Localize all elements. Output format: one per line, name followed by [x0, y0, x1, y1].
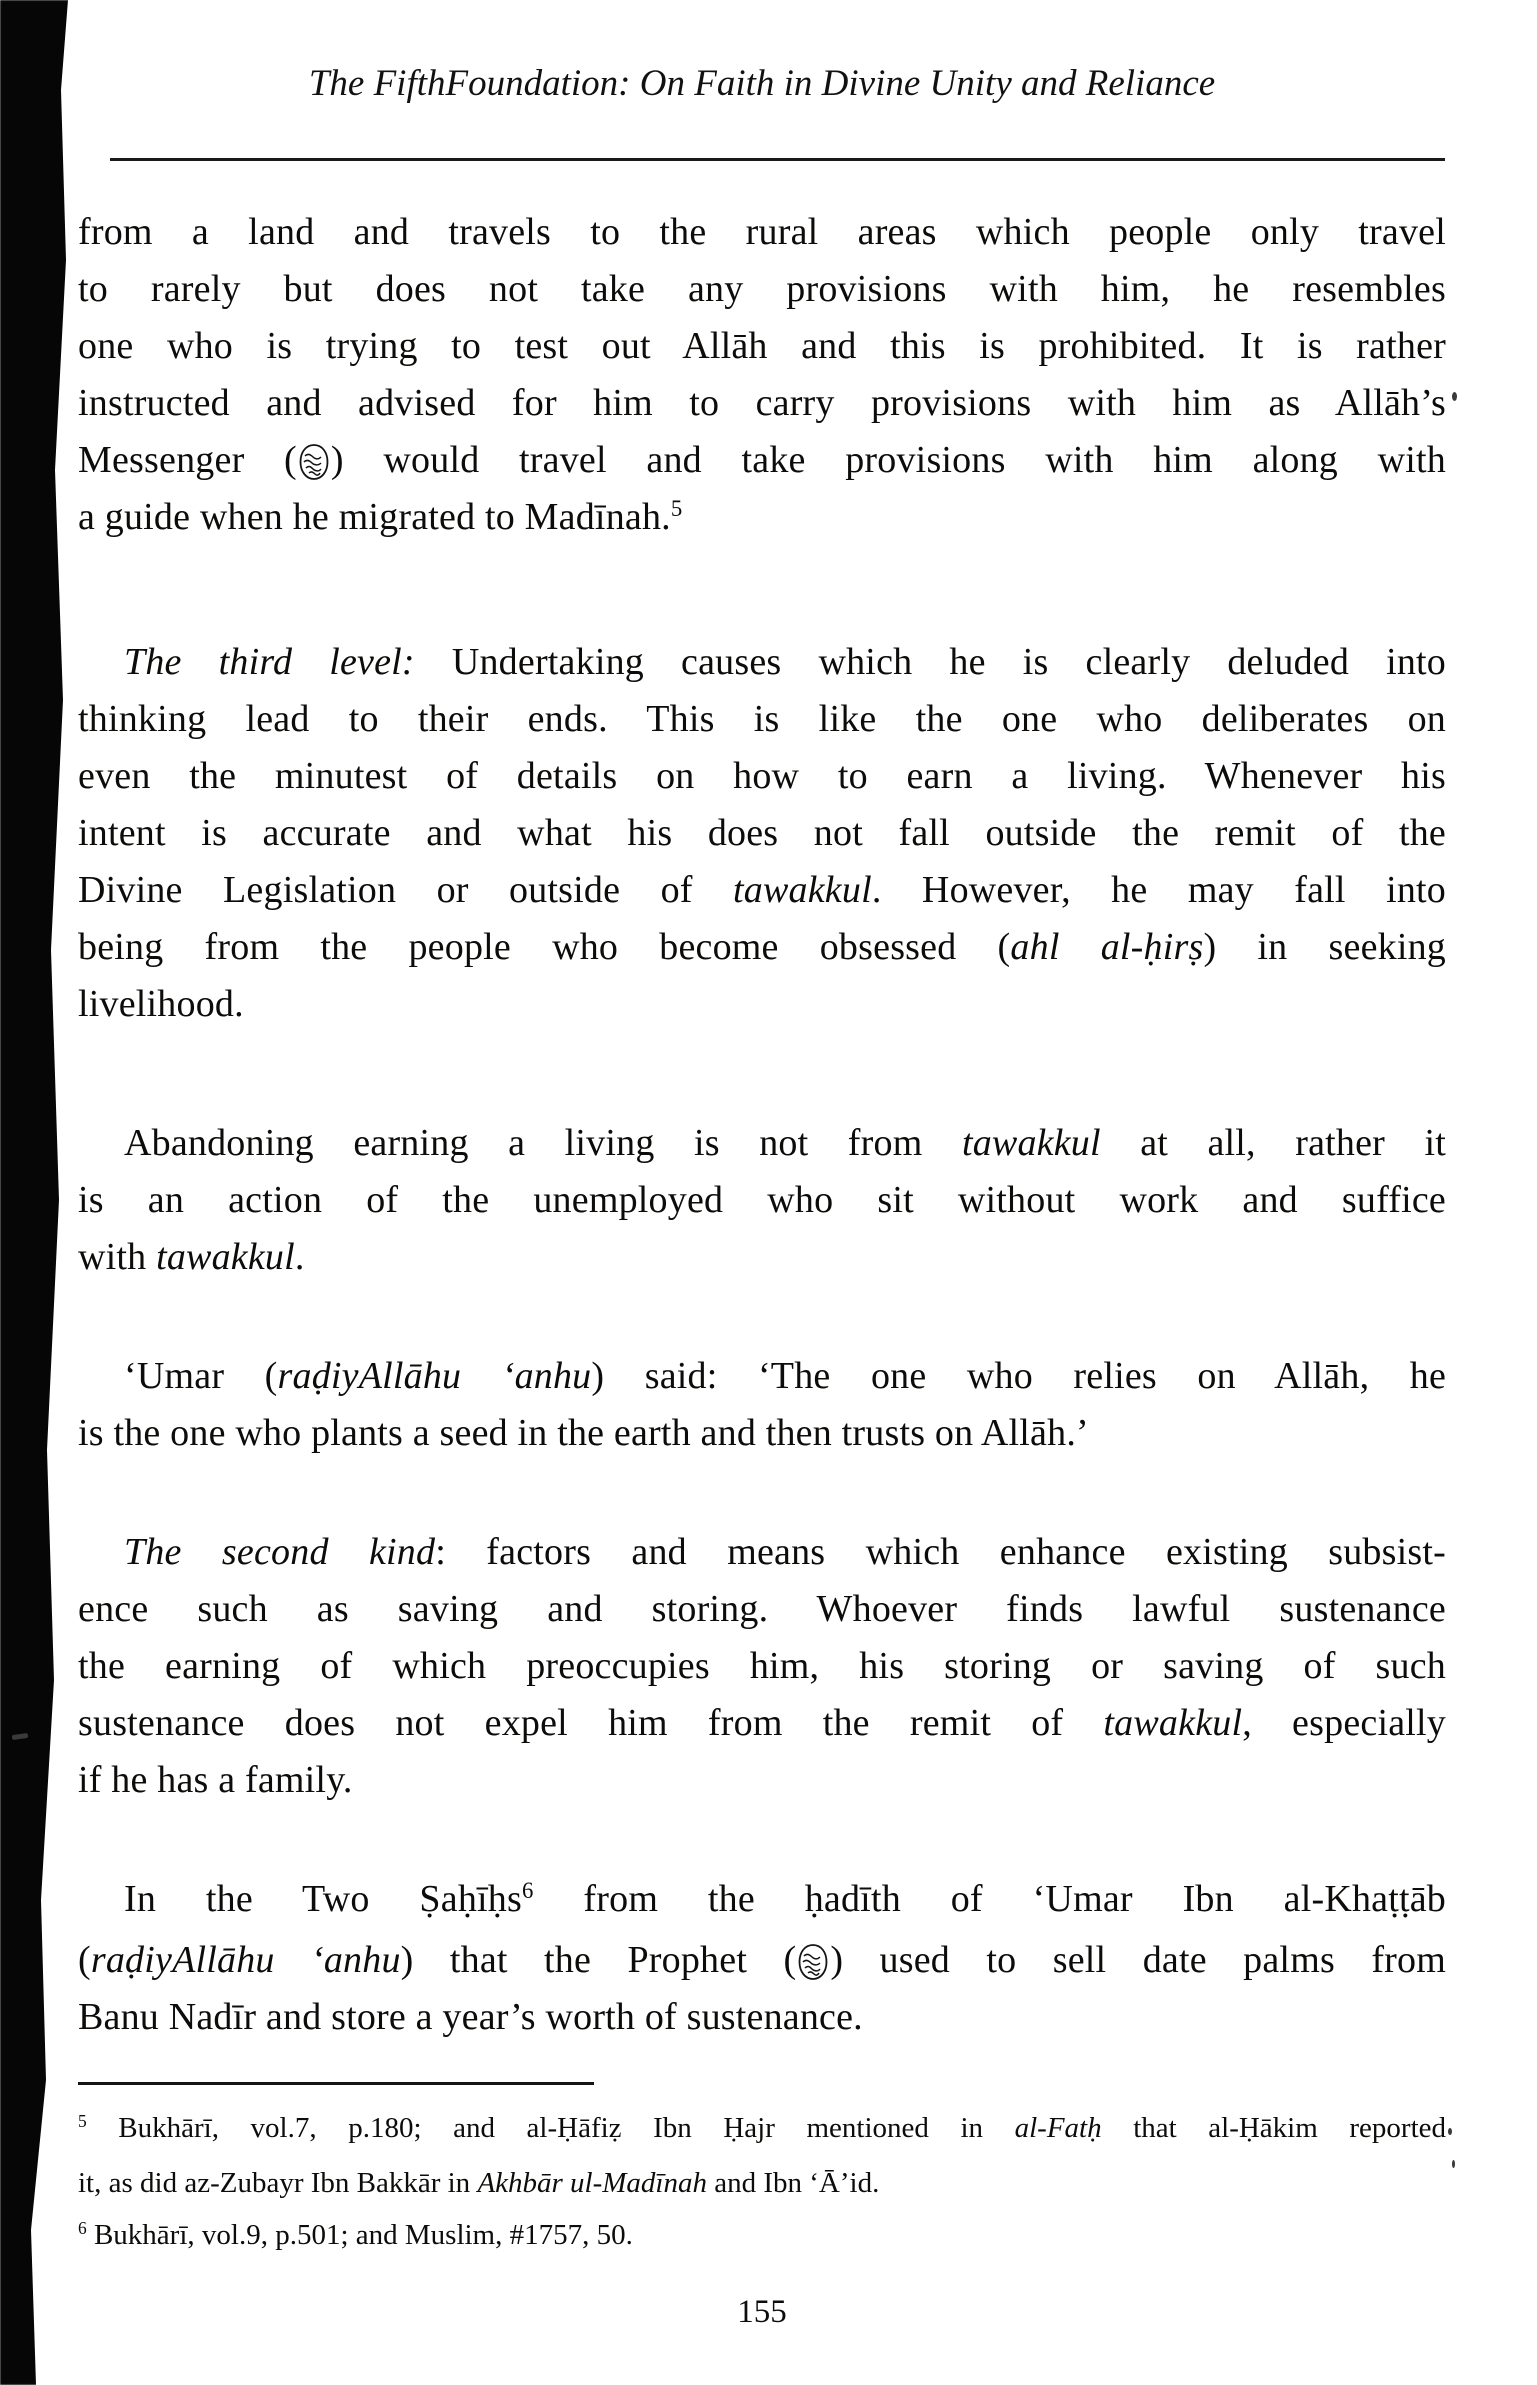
text-line: [78, 1871, 1446, 1932]
text-run: thinking lead to their ends. This is like the one who deliberates on: [78, 698, 1446, 740]
text-run: ) used to sell date palms from: [830, 1939, 1446, 1981]
text-run: at all, rather it: [1100, 1122, 1446, 1164]
text-run: if he has a family.: [78, 1759, 353, 1801]
paragraph: [78, 1115, 1446, 1286]
text-line: [78, 1989, 1446, 2046]
text-line: [78, 1172, 1446, 1229]
text-run: is an action of the unemployed who sit without work and suffice: [78, 1179, 1446, 1221]
text-run: Messenger (: [78, 439, 297, 481]
superscript-marker: 6: [78, 2218, 87, 2239]
text-line: [78, 1115, 1446, 1172]
text-run: being from the people who become obsessed (: [78, 926, 1011, 968]
footnote: [78, 2209, 1446, 2264]
text-run: In the Two Ṣaḥīḥs: [124, 1878, 522, 1920]
italic-run: raḍiyAllāhu ‘anhu: [277, 1355, 592, 1397]
text-line: [78, 1524, 1446, 1581]
text-run: from the ḥadīth of ‘Umar Ibn al-Khaṭṭāb: [533, 1878, 1447, 1920]
superscript-marker: 6: [521, 1878, 534, 1904]
text-line: [78, 1348, 1446, 1405]
paragraph: [78, 1524, 1446, 1809]
superscript-marker: 5: [78, 2111, 87, 2132]
text-run: livelihood.: [78, 983, 244, 1025]
text-run: that al-Ḥākim reported: [1101, 2112, 1446, 2144]
text-line: [78, 318, 1446, 375]
italic-run: The second kind: [124, 1531, 436, 1573]
scan-speck: [1452, 2160, 1455, 2168]
footnotes: [78, 2102, 1446, 2264]
text-run: a guide when he migrated to Madīnah.: [78, 496, 671, 538]
text-line: [78, 634, 1446, 691]
text-run: from a land and travels to the rural areas which people only travel: [78, 211, 1446, 253]
page-number: 155: [737, 2294, 787, 2330]
italic-run: The third level:: [124, 641, 415, 683]
scan-speck: [1448, 2128, 1452, 2135]
text-line: [78, 2102, 1446, 2157]
paragraph: [78, 634, 1446, 1033]
text-line: [78, 1229, 1446, 1286]
text-run: even the minutest of details on how to earn a living. Whenever his: [78, 755, 1446, 797]
paragraph: [78, 204, 1446, 550]
text-run: one who is trying to test out Allāh and this is prohibited. It is rather: [78, 325, 1446, 367]
running-header: The FifthFoundation: On Faith in Divine Unity and Reliance: [308, 63, 1216, 104]
italic-run: tawakkul: [961, 1122, 1101, 1164]
italic-run: Akhbār ul-Madīnah: [477, 2167, 707, 2199]
text-line: [78, 375, 1446, 432]
prophet-honorific-icon: [297, 442, 331, 482]
text-line: [78, 2209, 1446, 2264]
italic-run: tawakkul: [156, 1236, 295, 1278]
text-run: ) said: ‘The one who relies on Allāh, he: [591, 1355, 1447, 1397]
text-line: [78, 1638, 1446, 1695]
text-line: [78, 862, 1446, 919]
text-line: [78, 976, 1446, 1033]
text-line: [78, 1581, 1446, 1638]
text-line: [78, 919, 1446, 976]
superscript-marker: 5: [670, 496, 683, 522]
text-run: instructed and advised for him to carry provisions with him as Allāh’s: [78, 382, 1446, 424]
text-run: it, as did az-Zubayr Ibn Bakkār in: [78, 2167, 478, 2199]
italic-run: tawakkul: [1103, 1702, 1243, 1744]
italic-run: raḍiyAllāhu ‘anhu: [90, 1939, 401, 1981]
scan-gutter-shadow: [0, 0, 80, 2385]
text-line: [78, 1405, 1446, 1462]
text-run: Undertaking causes which he is clearly deluded into: [414, 641, 1447, 683]
header-rule: [110, 158, 1445, 161]
text-line: [78, 1752, 1446, 1809]
text-line: [78, 489, 1446, 550]
text-line: [78, 2157, 1446, 2209]
text-run: , especially: [1242, 1702, 1446, 1744]
text-line: [78, 805, 1446, 862]
text-run: sustenance does not expel him from the remit of: [78, 1702, 1104, 1744]
text-run: Divine Legislation or outside of: [78, 869, 734, 911]
text-run: with: [78, 1236, 157, 1278]
scan-speck: [1452, 392, 1457, 401]
text-run: ) would travel and take provisions with him along with: [330, 439, 1446, 481]
text-run: to rarely but does not take any provisions with him, he resembles: [78, 268, 1446, 310]
text-run: .: [294, 1236, 305, 1278]
text-run: Banu Nadīr and store a year’s worth of sustenance.: [78, 1996, 863, 2038]
text-line: [78, 1695, 1446, 1752]
text-run: ence such as saving and storing. Whoever finds lawful sustenance: [78, 1588, 1446, 1630]
italic-run: tawakkul: [733, 869, 872, 911]
prophet-honorific-icon: [796, 1942, 830, 1982]
text-run: the earning of which preoccupies him, his storing or saving of such: [78, 1645, 1446, 1687]
text-line: [78, 691, 1446, 748]
italic-run: ahl al-ḥirṣ: [1010, 926, 1204, 968]
text-run: is the one who plants a seed in the earth and then trusts on Allāh.’: [78, 1412, 1089, 1454]
footnote: [78, 2102, 1446, 2209]
text-run: ‘Umar (: [124, 1355, 278, 1397]
text-run: intent is accurate and what his does not fall outside the remit of the: [78, 812, 1446, 854]
paragraph: [78, 1348, 1446, 1462]
text-line: [78, 432, 1446, 489]
italic-run: al-Fatḥ: [1014, 2112, 1102, 2144]
text-line: [78, 1932, 1446, 1989]
text-run: ) in seeking: [1203, 926, 1446, 968]
text-run: Bukhārī, vol.7, p.180; and al-Ḥāfiẓ Ibn Ḥajr mentioned in: [86, 2112, 1015, 2144]
body-paragraphs: [78, 204, 1446, 2108]
text-line: [78, 261, 1446, 318]
paragraph: [78, 1871, 1446, 2046]
text-run: ) that the Prophet (: [400, 1939, 797, 1981]
text-run: Abandoning earning a living is not from: [124, 1122, 962, 1164]
text-run: Bukhārī, vol.9, p.501; and Muslim, #1757, 50.: [86, 2219, 633, 2251]
text-line: [78, 748, 1446, 805]
text-run: . However, he may fall into: [871, 869, 1446, 911]
text-run: : factors and means which enhance existing subsist-: [435, 1531, 1446, 1573]
text-run: and Ibn ‘Ā’id.: [707, 2167, 880, 2199]
text-line: [78, 204, 1446, 261]
footnote-separator: [78, 2082, 594, 2085]
text-run: (: [78, 1939, 91, 1981]
